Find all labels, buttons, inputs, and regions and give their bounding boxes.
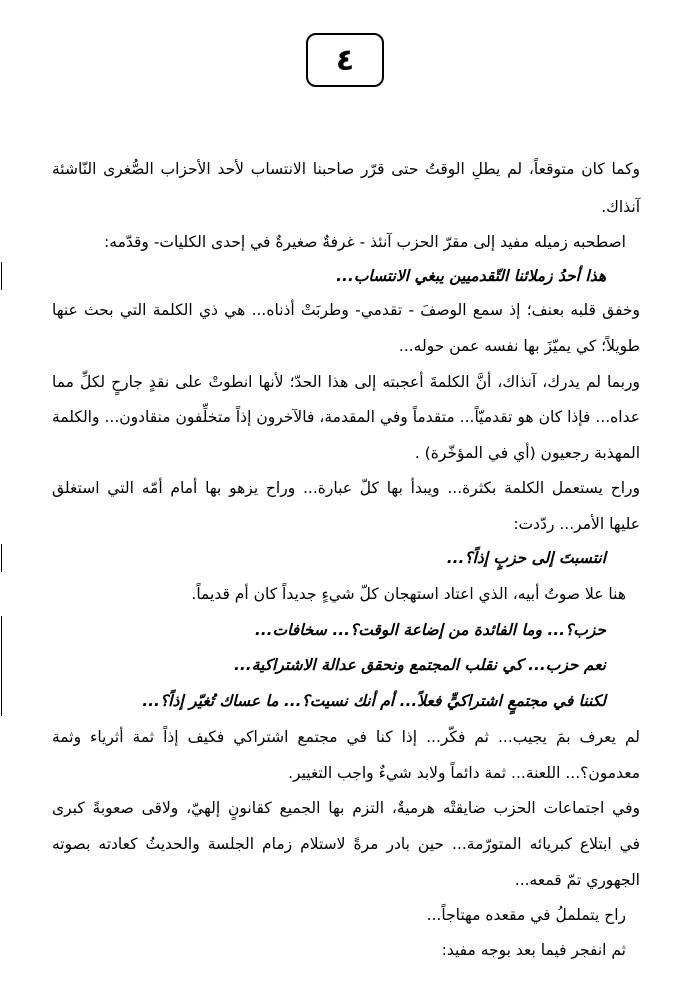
text-line: وخفق قلبه بعنف؛ إذ سمع الوصفَ - تقدمي- وطربَتْ أذناه... هي ذي الكلمة التي بحث عنها	[52, 301, 640, 319]
text-line: آنذاك.	[601, 198, 640, 216]
page-number: ٤	[335, 42, 355, 78]
text-line: هنا علا صوتُ أبيه، الذي اعتاد استهجان كلّ شيءٍ جديداً كان أم قديماً.	[191, 585, 626, 603]
text-line: عداه... فإذا كان هو تقدميّاً... متقدماً وفي المقدمة، فالآخرون إذاً متخلِّفون منقادون... والكلمة	[52, 408, 640, 426]
text-line: وكما كان متوقعاً، لم يطلِ الوقتُ حتى قرّر صاحبنا الانتساب لأحد الأحزاب الصُّغرى النّاشئة	[52, 160, 640, 178]
text-line: عليها الأمر... ردّدت:	[513, 515, 640, 533]
dialogue-line: نعم حزب... كي نقلب المجتمع ونحقق عدالة الاشتراكية...	[234, 656, 606, 674]
text-line: الجهوري تمّ قمعه...	[514, 871, 640, 889]
quote-marker	[1, 262, 3, 290]
dialogue-line: حزب؟... وما الفائدة من إضاعة الوقت؟... سخافات...	[254, 621, 606, 639]
text-line: في ابتلاع كبريائه المتورّمة... حين بادر مرةً لاستلام زمام الجلسة والحديثُ كعادته بصوته	[52, 835, 640, 853]
page-number-box	[306, 33, 384, 87]
quote-marker	[1, 616, 3, 716]
dialogue-line: لكننا في مجتمعٍ اشتراكيٍّ فعلاً... أم أنك نسيت؟... ما عساك تُغيّر إذاً؟...	[142, 692, 606, 710]
text-line: المهذبة رجعيون (أي في المؤخّرة) .	[414, 444, 640, 462]
text-line: راح يتململُ في مقعده مهتاجاً...	[426, 906, 626, 924]
dialogue-line: هذا أحدُ زملائنا التّقدميين يبغي الانتساب...	[336, 267, 606, 285]
text-line: معدمون؟... اللعنة... ثمة دائماً ولابد شيءٌ واجب التغيير.	[288, 764, 640, 782]
text-line: اصطحبه زميله مفيد إلى مقرّ الحزب آنئذ - غرفةٌ صغيرةٌ في إحدى الكليات- وقدّمه:	[104, 233, 626, 251]
text-line: وفي اجتماعات الحزب ضايقتْه هرميةٌ، التزم بها الجميع كقانونٍ إلهيّ، ولاقى صعوبةً كبرى	[52, 799, 640, 817]
text-line: ثم انفجر فيما بعد بوجه مفيد:	[441, 941, 626, 959]
text-line: وربما لم يدرك، آنذاك، أنَّ الكلمةَ أعجبته إلى هذا الحدّ؛ لأنها انطوتْ على نقدٍ جارحٍ لكلِّ مما	[52, 373, 640, 391]
text-line: طويلاً؛ كي يميّزَ بها نفسه عمن حوله...	[398, 337, 640, 355]
dialogue-line: انتسبتَ إلى حزبٍ إذاً؟...	[446, 549, 606, 567]
text-line: لم يعرف بمَ يجيب... ثم فكّر... إذا كنا في مجتمع اشتراكي فكيف إذاً ثمة أثرياء وثمة	[52, 728, 640, 746]
text-line: وراح يستعمل الكلمة بكثرة... ويبدأ بها كلّ عبارة... وراح يزهو بها أمام أمّه التي استغلق	[52, 479, 640, 497]
quote-marker	[1, 544, 3, 572]
